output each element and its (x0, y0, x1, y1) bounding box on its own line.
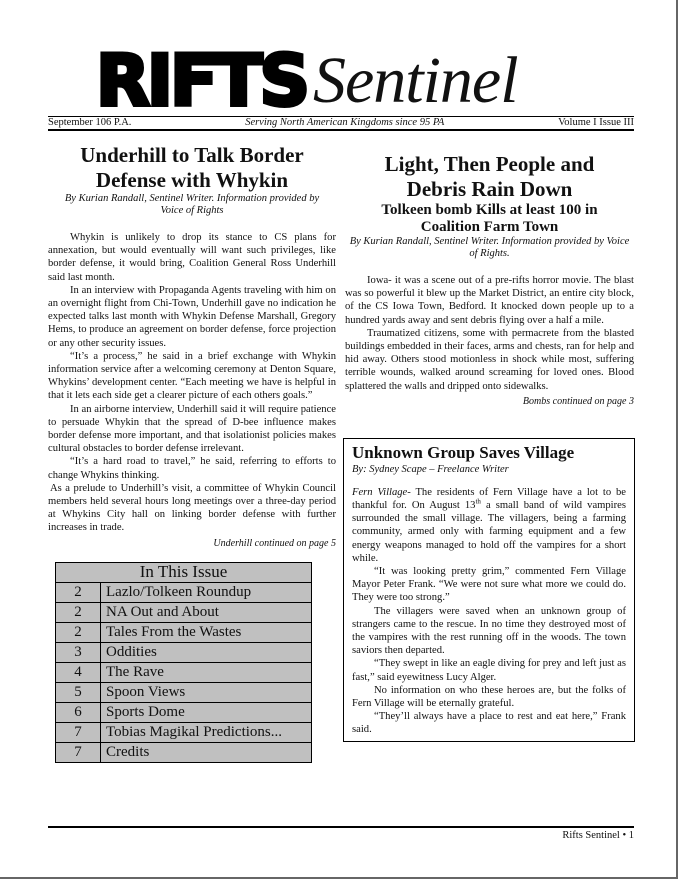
toc-row[interactable] (56, 622, 312, 642)
masthead-rule-bottom (48, 129, 634, 131)
toc-row[interactable] (56, 582, 312, 602)
toc-item-title[interactable]: NA Out and About (101, 602, 312, 622)
article-headline: Light, Then People and Debris Rain Down (384, 152, 595, 201)
toc-page: 2 (56, 582, 101, 602)
toc-page: 5 (56, 682, 101, 702)
article-paragraph: Iowa- it was a scene out of a pre-rifts horror movie. The blast was so powerful it blew up the Market District, an entire city block, of the CS Iowa Town, Bedford. It knocked down people up to a hundred yards away and sent debris flying over a half a mile. (345, 275, 634, 326)
lead-text: The residents of Fern Village have a lot to be thankful for. On August 13 (352, 486, 626, 512)
article-paragraph: “They’ll always have a place to rest and eat here,” Frank said. (352, 711, 626, 736)
logo-rifts: RIFTS (96, 46, 307, 116)
toc-item-title[interactable]: Spoon Views (101, 682, 312, 702)
toc-row[interactable] (56, 702, 312, 722)
article-paragraph: Whykin is unlikely to drop its stance to CS plans for annexation, but would eventually will want such privileges, like border defense, it would bring, Coalition General Ross Underhill said last month. (48, 232, 336, 283)
in-this-issue-table (55, 562, 312, 763)
toc-item-title[interactable]: Sports Dome (101, 702, 312, 722)
masthead-dateline (48, 117, 634, 129)
toc-row[interactable] (56, 682, 312, 702)
article-byline: By: Sydney Scape – Freelance Writer (352, 463, 509, 475)
toc-row[interactable] (56, 602, 312, 622)
article-paragraph: “It was looking pretty grim,” commented Fern Village Mayor Peter Frank. “We were not sure what more we could do. They were too strong.” (352, 566, 626, 604)
article-paragraph: No information on who these heroes are, but the folks of Fern Village will be eternally grateful. (352, 684, 626, 710)
article-paragraph: The villagers were saved when an unknown group of strangers came to the rescue. In no time they destroyed most of the vampires with the rest running off in the woods. The town saviors then departed. (352, 605, 626, 657)
article-paragraph: “It’s a hard road to travel,” he said, referring to efforts to change Whykins thinking. (48, 456, 336, 481)
tagline: Serving North American Kingdoms since 95 PA (245, 117, 445, 128)
lead-text: a small band of wild vampires surrounded the small village. The villagers, being a farming community, armed only with farming equipment and a few energy weapons managed to hold off the vampires for a short while. (352, 500, 626, 564)
article-paragraph: As a prelude to Underhill’s visit, a committee of Whykin Council members held several hours long meetings over a three-day period at Whykins City hall on linking border defense with further increases in trade. (48, 482, 336, 534)
article-paragraph: “It’s a process,” he said in a brief exchange with Whykin information service after a welcoming ceremony at Denton Square, Whykins’ development center. “Each meeting we have is helpful in that it lets each side get a clearer picture of each others goals.” (48, 350, 336, 402)
toc-page: 3 (56, 642, 101, 662)
article-headline: Underhill to Talk Border Defense with Whykin (80, 143, 304, 192)
toc-page: 2 (56, 602, 101, 622)
toc-item-title[interactable]: Tobias Magikal Predictions... (101, 722, 312, 742)
article-tolkeen-bomb (345, 152, 634, 408)
masthead-logo (96, 46, 596, 116)
lead-superscript: th (475, 497, 481, 506)
article-lead-paragraph (352, 486, 626, 565)
issue-date: September 106 P.A. (48, 117, 132, 128)
article-underhill (48, 143, 336, 550)
toc-row[interactable] (56, 642, 312, 662)
toc-item-title[interactable]: Credits (101, 742, 312, 762)
article-unknown-group (343, 438, 635, 742)
article-byline: By Kurian Randall, Sentinel Writer. Information provided by Voice of Rights (64, 193, 320, 216)
logo-sentinel: Sentinel (312, 46, 518, 116)
toc-page: 7 (56, 722, 101, 742)
toc-page: 6 (56, 702, 101, 722)
toc-title: In This Issue (56, 562, 312, 582)
toc-page: 2 (56, 622, 101, 642)
right-column (345, 152, 634, 742)
toc-page: 4 (56, 662, 101, 682)
toc-row[interactable] (56, 722, 312, 742)
article-paragraph: Traumatized citizens, some with permacrete from the blasted buildings embedded in their faces, arms and chests, ran for help and hid away. Others stood motionless in shock while most, suffering terrible wounds, walked around screaming for loved ones. Blood splattered the walls and dripped onto sidewalks. (345, 327, 634, 392)
footer-rule (48, 826, 634, 828)
article-subheadline: Tolkeen bomb Kills at least 100 in Coalition Farm Town (381, 202, 598, 235)
toc-page: 7 (56, 742, 101, 762)
toc-item-title[interactable]: Oddities (101, 642, 312, 662)
toc-item-title[interactable]: Tales From the Wastes (101, 622, 312, 642)
issue-volume: Volume I Issue III (558, 117, 634, 128)
article-paragraph: In an airborne interview, Underhill said it will require patience to persuade Whykin that the spread of D-bee influence makes border defense more important, and that isolationist policies makes cultural obstacles to border defense irrelevant. (48, 403, 336, 455)
article-paragraph: “They swept in like an eagle diving for prey and left just as fast,” said eyewitness Lucy Alger. (352, 658, 626, 683)
toc-item-title[interactable]: Lazlo/Tolkeen Roundup (101, 582, 312, 602)
article-dateline: Fern Village- (352, 486, 411, 498)
continued-link[interactable]: Bombs continued on page 3 (522, 395, 634, 407)
article-headline: Unknown Group Saves Village (352, 442, 575, 462)
toc-row[interactable] (56, 742, 312, 762)
continued-link[interactable]: Underhill continued on page 5 (213, 537, 336, 549)
article-byline: By Kurian Randall, Sentinel Writer. Information provided by Voice of Rights. (349, 236, 630, 259)
toc-item-title[interactable]: The Rave (101, 662, 312, 682)
article-paragraph: In an interview with Propaganda Agents traveling with him on an overnight flight from Chi-Town, Underhill gave no indication he expected talks last month with Whykin Defense Marshall, Gregory Hems, to produce an agreement on border defense, force projection or any other security issues. (48, 284, 336, 349)
left-column (48, 143, 336, 763)
footer-page-label: Rifts Sentinel • 1 (562, 830, 634, 841)
toc-row[interactable] (56, 662, 312, 682)
